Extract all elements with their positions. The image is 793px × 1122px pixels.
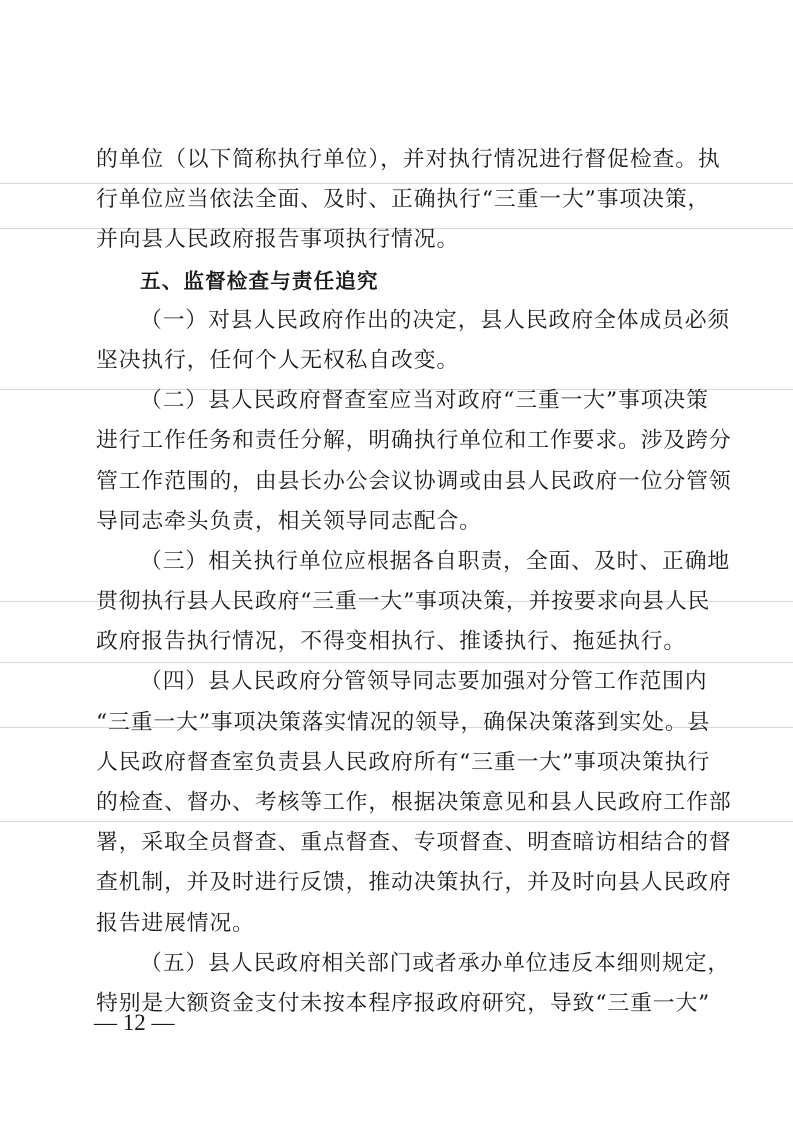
body-line: 报告进展情况。 — [96, 910, 255, 936]
body-line: （四）县人民政府分管领导同志要加强对分管工作范围内 — [140, 669, 708, 695]
section-heading: 五、监督检查与责任追究 — [140, 268, 379, 293]
body-line: “三重一大”事项决策落实情况的领导，确保决策落到实处。县 — [96, 709, 711, 735]
body-line: 行单位应当依法全面、及时、正确执行“三重一大”事项决策， — [96, 187, 711, 213]
body-line: 的单位（以下简称执行单位），并对执行情况进行督促检查。执 — [96, 147, 721, 172]
body-line: 的检查、督办、考核等工作，根据决策意见和县人民政府工作部 — [96, 790, 732, 815]
body-line: 查机制，并及时进行反馈，推动决策执行，并及时向县人民政府 — [96, 870, 732, 896]
body-line: 署，采取全员督查、重点督查、专项督查、明查暗访相结合的督 — [96, 830, 732, 856]
body-line: （五）县人民政府相关部门或者承办单位违反本细则规定， — [140, 950, 731, 976]
body-line: 导同志牵头负责，相关领导同志配合。 — [96, 508, 482, 534]
body-line: 贯彻执行县人民政府“三重一大”事项决策，并按要求向县人民 — [96, 589, 711, 615]
body-line: 政府报告执行情况，不得变相执行、推诿执行、拖延执行。 — [96, 629, 687, 655]
body-line: 并向县人民政府报告事项执行情况。 — [96, 227, 460, 253]
body-line: （三）相关执行单位应根据各自职责，全面、及时、正确地 — [140, 548, 731, 574]
body-line: （一）对县人民政府作出的决定，县人民政府全体成员必须 — [140, 307, 731, 333]
document-body — [96, 140, 732, 1024]
body-line: 进行工作任务和责任分解，明确执行单位和工作要求。涉及跨分 — [96, 428, 732, 454]
body-line: 管工作范围的，由县长办公会议协调或由县人民政府一位分管领 — [96, 468, 732, 494]
page-number: — 12 — — [94, 1010, 175, 1035]
body-line: 坚决执行，任何个人无权私自改变。 — [96, 347, 460, 373]
body-line: 特别是大额资金支付未按本程序报政府研究，导致“三重一大” — [96, 990, 711, 1016]
body-line: （二）县人民政府督查室应当对政府“三重一大”事项决策 — [140, 388, 709, 414]
body-line: 人民政府督查室负责县人民政府所有“三重一大”事项决策执行 — [96, 749, 711, 775]
